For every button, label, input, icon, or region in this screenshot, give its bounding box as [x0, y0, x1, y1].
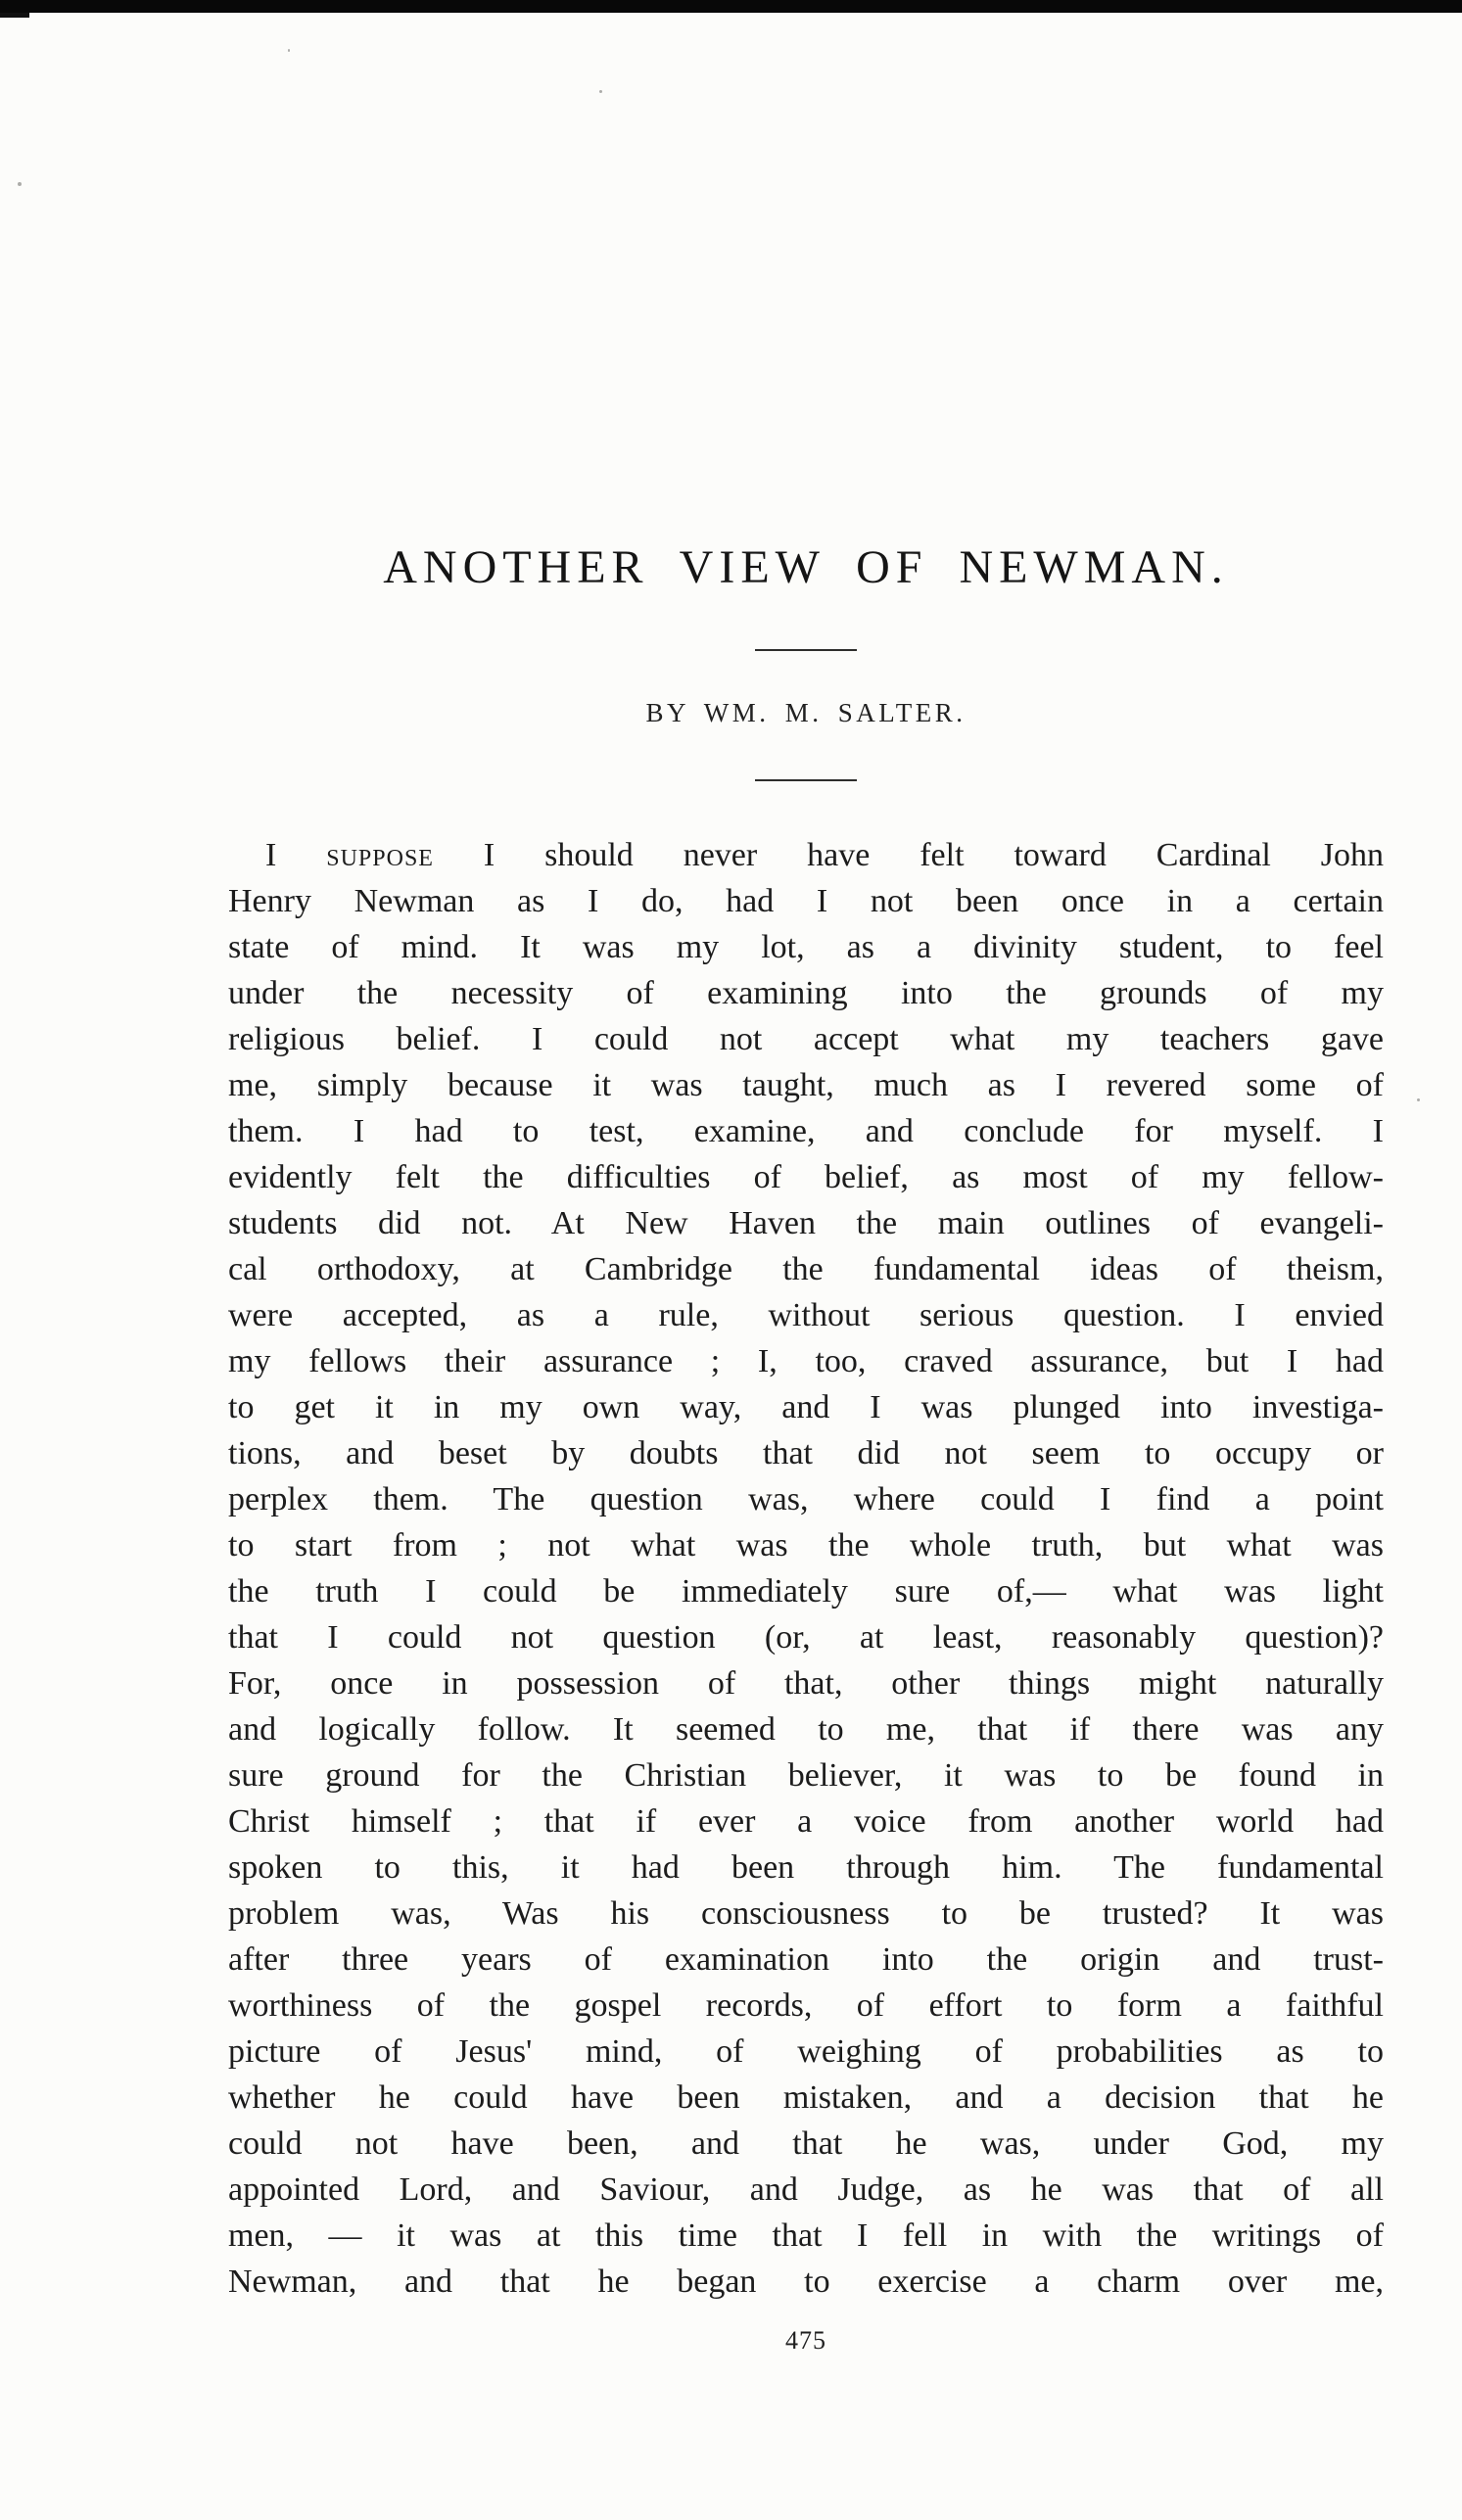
opening-pre: I	[265, 837, 277, 873]
text-line: spoken to this, it had been through him. The fundamental	[228, 1849, 1384, 1886]
text-line: to start from ; not what was the whole truth, but what was	[228, 1527, 1384, 1563]
text-line: problem was, Was his consciousness to be trusted? It was	[228, 1895, 1384, 1932]
divider-rule-bottom	[755, 779, 857, 781]
article-body	[228, 832, 1384, 2305]
scan-speck	[288, 49, 290, 52]
opening-smallcaps: suppose	[326, 837, 434, 873]
scan-edge-artifact-nub	[0, 13, 29, 18]
text-line: Newman, and that he began to exercise a charm over me,	[228, 2263, 1384, 2300]
text-line: appointed Lord, and Saviour, and Judge, as he was that of all	[228, 2171, 1384, 2208]
text-line: the truth I could be immediately sure of,— what was light	[228, 1573, 1384, 1610]
text-line: my fellows their assurance ; I, too, craved assurance, but I had	[228, 1343, 1384, 1379]
text-line: cal orthodoxy, at Cambridge the fundamental ideas of theism,	[228, 1251, 1384, 1287]
text-line: men, — it was at this time that I fell in with the writings of	[228, 2217, 1384, 2254]
text-line: could not have been, and that he was, under God, my	[228, 2125, 1384, 2162]
text-line: sure ground for the Christian believer, it was to be found in	[228, 1757, 1384, 1794]
text-line: whether he could have been mistaken, and a decision that he	[228, 2079, 1384, 2116]
text-line: tions, and beset by doubts that did not seem to occupy or	[228, 1435, 1384, 1471]
text-line: evidently felt the difficulties of belief, as most of my fellow-	[228, 1159, 1384, 1195]
text-line: under the necessity of examining into the grounds of my	[228, 975, 1384, 1011]
text-line: Henry Newman as I do, had I not been once in a certain	[228, 883, 1384, 919]
text-line: picture of Jesus' mind, of weighing of probabilities as to	[228, 2033, 1384, 2070]
scan-speck	[18, 182, 22, 186]
scan-speck	[1417, 1098, 1420, 1101]
text-line: to get it in my own way, and I was plunged into investiga-	[228, 1389, 1384, 1425]
text-line: me, simply because it was taught, much as I revered some of	[228, 1067, 1384, 1103]
text-line: after three years of examination into the origin and trust-	[228, 1941, 1384, 1978]
byline: BY WM. M. SALTER.	[645, 698, 967, 727]
article-title: ANOTHER VIEW OF NEWMAN.	[383, 541, 1229, 593]
text-line: state of mind. It was my lot, as a divinity student, to feel	[228, 929, 1384, 965]
text-line: students did not. At New Haven the main outlines of evangeli-	[228, 1205, 1384, 1241]
scan-edge-artifact	[0, 0, 1462, 13]
text-line-opening	[228, 832, 1384, 878]
text-line: Christ himself ; that if ever a voice from another world had	[228, 1803, 1384, 1840]
text-line: religious belief. I could not accept what my teachers gave	[228, 1021, 1384, 1057]
scan-speck	[599, 90, 602, 93]
text-line: were accepted, as a rule, without serious question. I envied	[228, 1297, 1384, 1333]
text-line: worthiness of the gospel records, of effort to form a faithful	[228, 1987, 1384, 2024]
page-content	[228, 540, 1384, 2356]
body-lines	[228, 878, 1384, 2305]
divider-rule-top	[755, 649, 857, 651]
opening-rest: I should never have felt toward Cardinal John	[483, 837, 1385, 873]
text-line: For, once in possession of that, other things might naturally	[228, 1665, 1384, 1702]
text-line: that I could not question (or, at least, reasonably question)?	[228, 1619, 1384, 1656]
text-line: and logically follow. It seemed to me, that if there was any	[228, 1711, 1384, 1748]
text-line: them. I had to test, examine, and conclude for myself. I	[228, 1113, 1384, 1149]
page-number: 475	[785, 2326, 826, 2355]
text-line: perplex them. The question was, where could I find a point	[228, 1481, 1384, 1517]
